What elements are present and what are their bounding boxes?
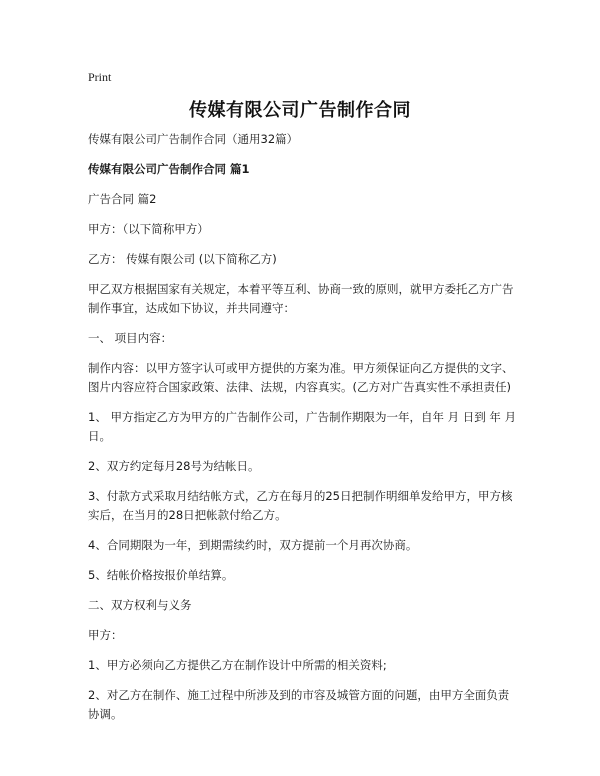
paragraph: 1、甲方必须向乙方提供乙方在制作设计中所需的相关资料; [88,658,387,672]
paragraph: 广告合同 篇2 [88,192,157,206]
paragraph: 4、合同期限为一年，到期需续约时，双方提前一个月再次协商。 [88,538,418,552]
document-body [88,130,518,735]
paragraph: 一、 项目内容： [88,331,173,345]
paragraph: 甲乙双方根据国家有关规定，本着平等互利、协商一致的原则，就甲方委托乙方广告制作事宜，达成如下协议，并共同遵守： [88,282,514,315]
paragraph: 2、双方约定每月28号为结帐日。 [88,459,260,473]
paragraph: 甲方： [88,628,123,642]
paragraph: 2、对乙方在制作、施工过程中所涉及到的市容及城管方面的问题，由甲方全面负责协调。 [88,688,510,721]
paragraph: 1、 甲方指定乙方为甲方的广告制作公司，广告制作期限为一年，自年 月 日到 年 月 日。 [88,410,517,443]
document-title: 传媒有限公司广告制作合同 [189,100,411,121]
section-heading: 传媒有限公司广告制作合同 篇1 [88,162,250,176]
paragraph: 传媒有限公司广告制作合同（通用32篇） [88,132,299,146]
paragraph: 3、付款方式采取月结结帐方式，乙方在每月的25日把制作明细单发给甲方，甲方核实后，在当月的28日把帐款付给乙方。 [88,489,513,522]
paragraph: 乙方： 传媒有限公司 (以下简称乙方) [88,252,277,266]
paragraph: 二、双方权利与义务 [88,598,192,612]
paragraph: 甲方：（以下简称甲方） [88,222,209,236]
print-label: Print [88,70,112,84]
paragraph: 5、结帐价格按报价单结算。 [88,568,234,582]
paragraph: 制作内容：以甲方签字认可或甲方提供的方案为准。甲方须保证向乙方提供的文字、图片内容应符合国家政策、法律、法规，内容真实。(乙方对广告真实性不承担责任) [88,361,514,394]
